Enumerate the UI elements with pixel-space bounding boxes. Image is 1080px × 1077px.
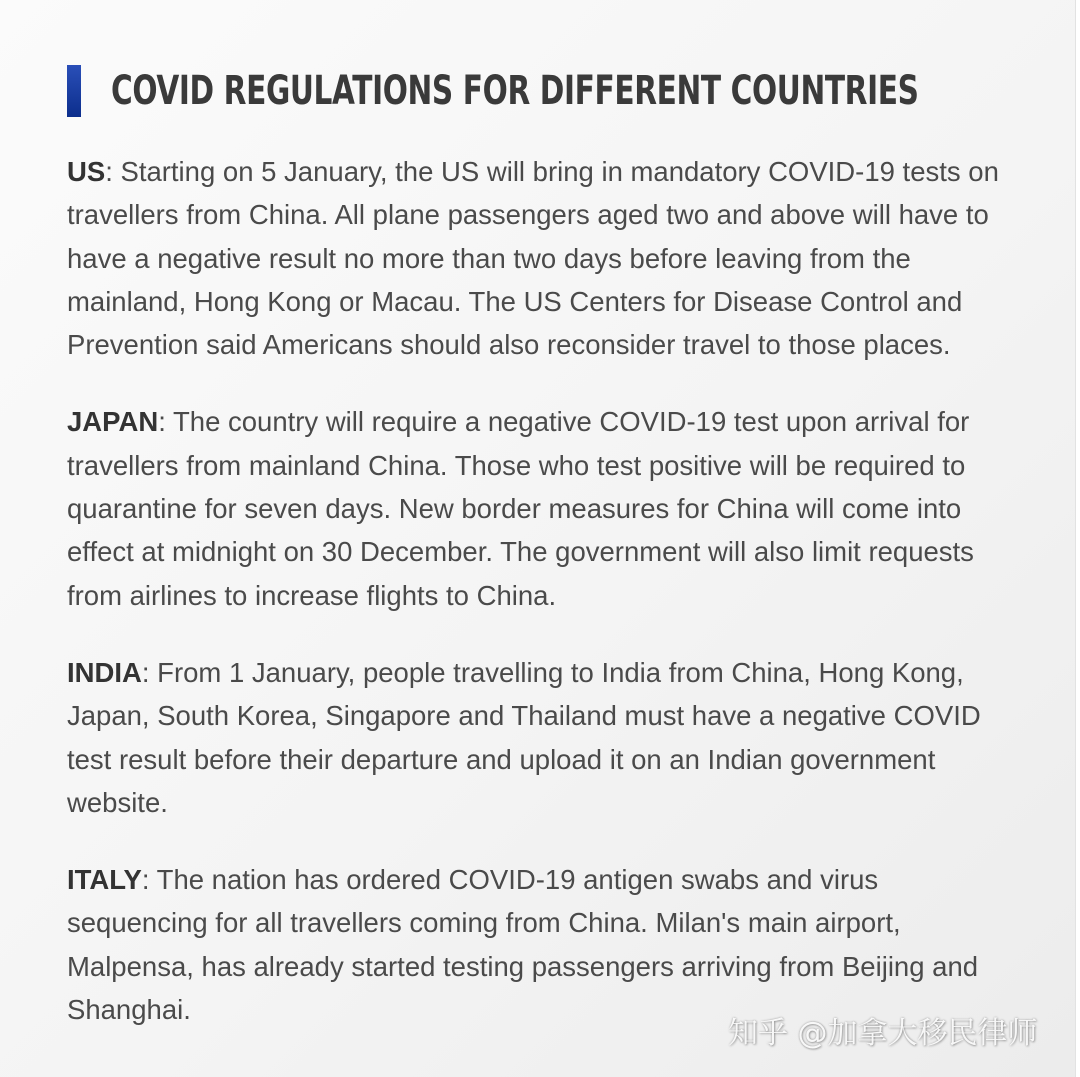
paragraph-japan xyxy=(67,400,1012,616)
country-label: ITALY xyxy=(67,864,142,896)
heading-accent-bar xyxy=(67,65,81,117)
paragraph-text: : Starting on 5 January, the US will bring in mandatory COVID-19 tests on travellers from China. All plane passengers aged two and above will have to have a negative result no more than two days before leaving from the mainland, Hong Kong or Macau. The US Centers for Disease Control and Prevention said Americans should also reconsider travel to those places. xyxy=(67,156,999,361)
paragraph-india xyxy=(67,651,1012,824)
paragraph-text: : The nation has ordered COVID-19 antigen swabs and virus sequencing for all travellers coming from China. Milan's main airport, Malpensa, has already started testing passengers arriving from Beijing and Shanghai. xyxy=(67,864,979,1026)
article-body xyxy=(67,150,1012,1065)
section-heading xyxy=(67,64,1076,118)
paragraph-italy xyxy=(67,858,1012,1031)
paragraph-text: : From 1 January, people travelling to India from China, Hong Kong, Japan, South Korea, Singapore and Thailand must have a negative COVID test result before their departure and upload it on an Indian government website. xyxy=(67,656,981,818)
paragraph-us xyxy=(67,150,1012,366)
paragraph-text: : The country will require a negative COVID-19 test upon arrival for travellers from mainland China. Those who test positive will be required to quarantine for seven days. New border measures for China will come into effect at midnight on 30 December. The government will also limit requests from airlines to increase flights to China. xyxy=(67,406,974,611)
country-label: US xyxy=(67,156,106,187)
heading-title: COVID REGULATIONS FOR DIFFERENT COUNTRIES xyxy=(111,68,919,114)
country-label: JAPAN xyxy=(67,406,159,438)
zhihu-watermark: 知乎 @加拿大移民律师 xyxy=(728,1016,1038,1051)
country-label: INDIA xyxy=(67,656,142,688)
